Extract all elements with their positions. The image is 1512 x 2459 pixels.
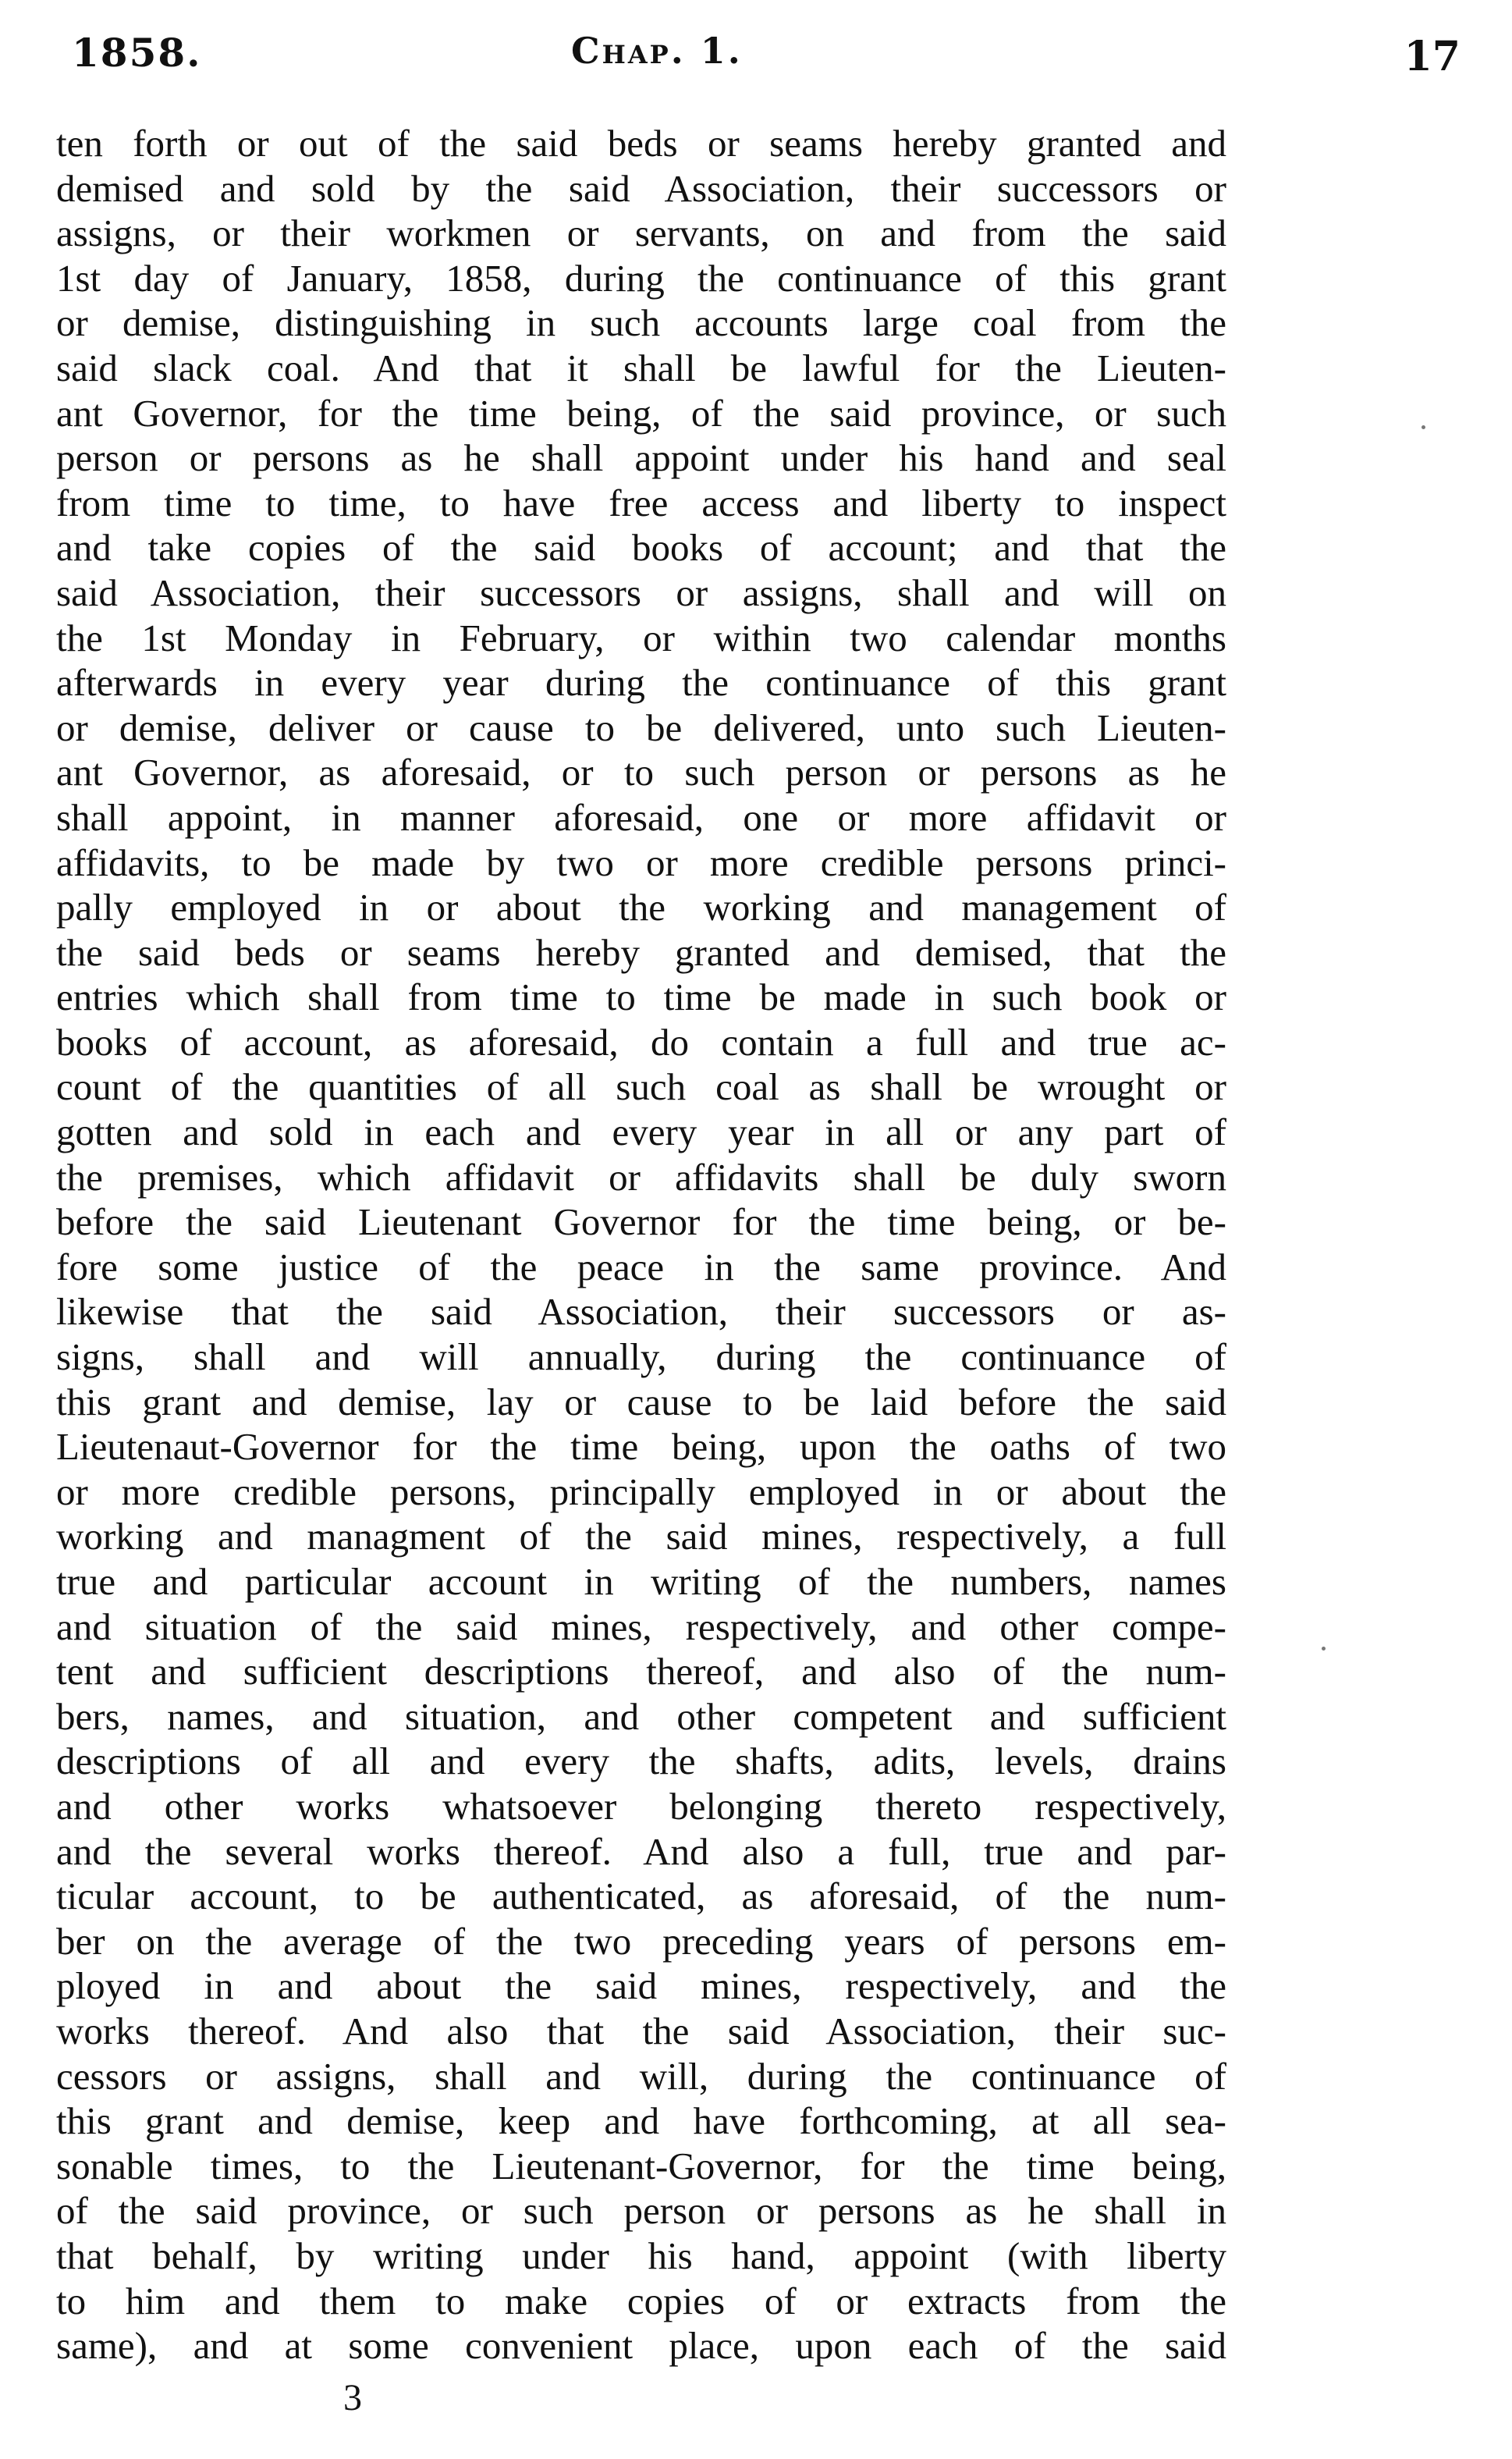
text-line: demised and sold by the said Association, their successors or — [56, 166, 1226, 210]
text-line: to him and them to make copies of or extracts from the — [56, 2279, 1226, 2322]
text-line: and other works whatsoever belonging thereto respectively, — [56, 1784, 1226, 1828]
text-line: shall appoint, in manner aforesaid, one or more affidavit or — [56, 795, 1226, 839]
text-line: this grant and demise, lay or cause to be laid before the said — [56, 1380, 1226, 1423]
text-line: ber on the average of the two preceding years of persons em- — [56, 1919, 1226, 1963]
text-line: gotten and sold in each and every year in all or any part of — [56, 1110, 1226, 1154]
text-line: fore some justice of the peace in the same province. And — [56, 1245, 1226, 1288]
text-line: tent and sufficient descriptions thereof, and also of the num- — [56, 1650, 1226, 1693]
text-line: said slack coal. And that it shall be lawful for the Lieuten- — [56, 346, 1226, 389]
text-line: ten forth or out of the said beds or seams hereby granted and — [56, 122, 1226, 165]
text-line: the premises, which affidavit or affidavits shall be duly sworn — [56, 1155, 1226, 1199]
text-line: ployed in and about the said mines, respectively, and the — [56, 1964, 1226, 2008]
text-line: entries which shall from time to time be made in such book or — [56, 975, 1226, 1019]
text-line: or demise, deliver or cause to be delivered, unto such Lieuten- — [56, 705, 1226, 749]
text-line: person or persons as he shall appoint under his hand and seal — [56, 436, 1226, 480]
text-line: books of account, as aforesaid, do contain a full and true ac- — [56, 1020, 1226, 1064]
text-line: that behalf, by writing under his hand, appoint (with liberty — [56, 2233, 1226, 2277]
text-line: descriptions of all and every the shafts, adits, levels, drains — [56, 1739, 1226, 1783]
text-line: cessors or assigns, shall and will, during the continuance of — [56, 2054, 1226, 2098]
text-line: the 1st Monday in February, or within two calendar months — [56, 616, 1226, 659]
text-line: same), and at some convenient place, upon each of the said — [56, 2324, 1226, 2368]
text-line: and the several works thereof. And also a full, true and par- — [56, 1829, 1226, 1873]
text-line: sonable times, to the Lieutenant-Governor, for the time being, — [56, 2144, 1226, 2187]
header-year: 1858. — [72, 30, 202, 76]
text-line: likewise that the said Association, their successors or as- — [56, 1290, 1226, 1334]
text-line: count of the quantities of all such coal as shall be wrought or — [56, 1065, 1226, 1109]
text-line: ant Governor, as aforesaid, or to such person or persons as he — [56, 751, 1226, 794]
text-line: affidavits, to be made by two or more credible persons princi- — [56, 840, 1226, 884]
text-line: said Association, their successors or assigns, shall and will on — [56, 570, 1226, 614]
text-line: working and managment of the said mines, respectively, a full — [56, 1515, 1226, 1558]
text-line: of the said province, or such person or persons as he shall in — [56, 2189, 1226, 2233]
body-text — [56, 121, 1226, 2368]
text-line: ant Governor, for the time being, of the said province, or such — [56, 391, 1226, 435]
text-line: this grant and demise, keep and have forthcoming, at all sea- — [56, 2099, 1226, 2143]
text-line: and take copies of the said books of account; and that the — [56, 526, 1226, 570]
text-line: works thereof. And also that the said Association, their suc- — [56, 2009, 1226, 2052]
print-speck — [1421, 425, 1425, 429]
text-line: ticular account, to be authenticated, as aforesaid, of the num- — [56, 1874, 1226, 1918]
page-number: 17 — [1404, 33, 1461, 80]
text-line: or more credible persons, principally employed in or about the — [56, 1469, 1226, 1513]
running-header — [72, 30, 1461, 92]
text-line: and situation of the said mines, respectively, and other compe- — [56, 1604, 1226, 1648]
text-line: or demise, distinguishing in such accounts large coal from the — [56, 301, 1226, 345]
text-line: assigns, or their workmen or servants, on and from the said — [56, 211, 1226, 255]
text-line: before the said Lieutenant Governor for the time being, or be- — [56, 1200, 1226, 1244]
signature-mark: 3 — [343, 2377, 362, 2418]
text-line: signs, shall and will annually, during the continuance of — [56, 1335, 1226, 1379]
print-speck — [1322, 1647, 1326, 1651]
text-line: bers, names, and situation, and other competent and sufficient — [56, 1694, 1226, 1738]
header-chapter: Chap. 1. — [571, 30, 743, 72]
text-line: afterwards in every year during the continuance of this grant — [56, 661, 1226, 705]
text-line: Lieutenaut-Governor for the time being, upon the oaths of two — [56, 1425, 1226, 1469]
text-line: 1st day of January, 1858, during the continuance of this grant — [56, 256, 1226, 300]
text-line: the said beds or seams hereby granted and demised, that the — [56, 930, 1226, 974]
text-line: from time to time, to have free access and liberty to inspect — [56, 481, 1226, 524]
text-line: true and particular account in writing of the numbers, names — [56, 1560, 1226, 1603]
text-line: pally employed in or about the working and management of — [56, 886, 1226, 929]
